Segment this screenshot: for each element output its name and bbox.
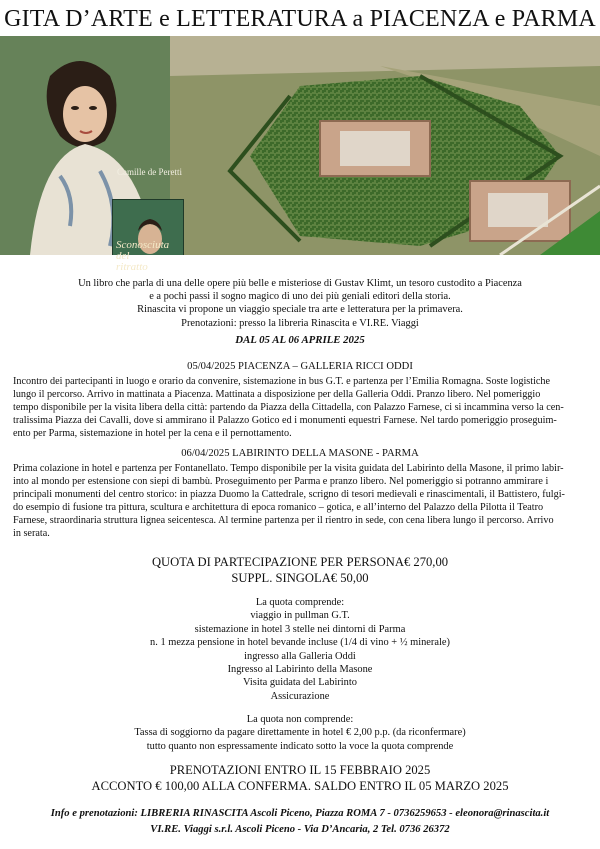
day2-description <box>13 462 589 541</box>
included-item: Ingresso al Labirinto della Masone <box>227 664 373 676</box>
contact-line: VI.RE. Viaggi s.r.l. Ascoli Piceno - Via D’Ancaria, 2 Tel. 0736 26372 <box>150 824 450 835</box>
day1-line: tralissima Piazza dei Cavalli, dove si ammirano il Palazzo Gotico ed i monumenti equestri Farnese. Nel tardo pomeriggio proseguim- <box>13 415 557 427</box>
intro-line: e a pochi passi il sogno magico di uno dei più geniali editori della storia. <box>149 291 451 303</box>
page-title: GITA D’ARTE e LETTERATURA a PIACENZA e PARMA <box>4 6 596 32</box>
included-heading: La quota comprende: <box>255 597 345 608</box>
included-item: ingresso alla Galleria Oddi <box>244 650 356 662</box>
hero-banner <box>0 36 600 255</box>
excluded-item: tutto quanto non espressamente indicato sotto la voce la quota comprende <box>146 740 454 752</box>
day2-heading: 06/04/2025 LABIRINTO DELLA MASONE - PARMA <box>181 448 419 459</box>
price-per-person: QUOTA DI PARTECIPAZIONE PER PERSONA€ 270,00 <box>151 555 449 569</box>
booking-deadlines <box>0 762 600 794</box>
day2-line: do esempio di fusione tra pittura, scultura e architettura di epoca romanico – gotica, e all’interno del Palazzo della Pilotta il Teatro <box>13 502 544 514</box>
book-author: Camille de Peretti <box>117 167 182 177</box>
intro-text <box>0 277 600 330</box>
book-title-line: Sconosciuta <box>116 239 170 251</box>
book-title <box>116 240 182 273</box>
book-title-line: del <box>116 250 130 262</box>
deadline-line: ACCONTO € 100,00 ALLA CONFERMA. SALDO ENTRO IL 05 MARZO 2025 <box>91 779 509 793</box>
single-supplement: SUPPL. SINGOLA€ 50,00 <box>231 571 369 585</box>
included-item: n. 1 mezza pensione in hotel bevande incluse (1/4 di vino + ½ minerale) <box>150 637 450 649</box>
deadline-line: PRENOTAZIONI ENTRO IL 15 FEBBRAIO 2025 <box>169 763 431 777</box>
day2-line: Prima colazione in hotel e partenza per Fontanellato. Tempo disponibile per la visita guidata del Labirinto della Masone, il primo labir- <box>13 463 564 474</box>
book-title-line: ritratto <box>116 261 148 273</box>
contact-info <box>0 806 600 838</box>
contact-line: Info e prenotazioni: LIBRERIA RINASCITA Ascoli Piceno, Piazza ROMA 7 - 0736259653 - eleonora@rinascita.it <box>50 808 550 819</box>
excluded-list <box>0 713 600 753</box>
day2-line: Farnese, straordinaria struttura lignea seicentesca. Al termine partenza per il rientro in sede, con cena libera lungo il percorso. Arrivo <box>13 515 554 527</box>
day1-line: tempo disponibile per la visita libera della città: partendo da Piazza della Cittadella, con Palazzo Farnese, ci si incammina verso la cen- <box>13 402 564 414</box>
included-item: Assicurazione <box>270 690 330 702</box>
intro-line: Un libro che parla di una delle opere più belle e misteriose di Gustav Klimt, un tesoro custodito a Piacenza <box>78 278 522 289</box>
day1-line: Incontro dei partecipanti in luogo e orario da convenire, sistemazione in bus G.T. e partenza per l’Emilia Romagna. Soste logistiche <box>13 376 551 387</box>
day1-heading: 05/04/2025 PIACENZA – GALLERIA RICCI ODDI <box>187 361 413 372</box>
intro-line: Rinascita vi propone un viaggio speciale tra arte e letteratura per la primavera. <box>137 304 463 316</box>
excluded-item: Tassa di soggiorno da pagare direttamente in hotel € 2,00 p.p. (da riconfermare) <box>134 727 466 739</box>
included-list <box>0 596 600 703</box>
day2-line: principali monumenti del centro storico: in piazza Duomo la Cattedrale, scrigno di tesori medievali e rinascimentali, il Battistero, fulgi- <box>13 489 565 501</box>
trip-dates: DAL 05 AL 06 APRILE 2025 <box>235 334 365 346</box>
excluded-heading: La quota non comprende: <box>246 714 354 725</box>
day2-line: in serata. <box>13 528 50 540</box>
day1-description <box>13 375 589 440</box>
day1-line: lungo il percorso. Arrivo in mattinata a Piacenza. Mattinata a disposizione per della Galleria Oddi. Pranzo libero. Nel pomeriggio <box>13 389 541 401</box>
included-item: Visita guidata del Labirinto <box>243 677 357 689</box>
included-item: sistemazione in hotel 3 stelle nei dintorni di Parma <box>194 623 406 635</box>
day2-line: into al mondo per estensione con siepi di bambù. Proseguimento per Parma e pranzo libero. Nel pomeriggio si potranno ammirare i <box>13 476 549 488</box>
included-item: viaggio in pullman G.T. <box>250 610 350 622</box>
day1-line: ento per Parma, sistemazione in hotel per la cena e il pernottamento. <box>13 428 292 440</box>
intro-line: Prenotazioni: presso la libreria Rinascita e VI.RE. Viaggi <box>181 317 419 329</box>
